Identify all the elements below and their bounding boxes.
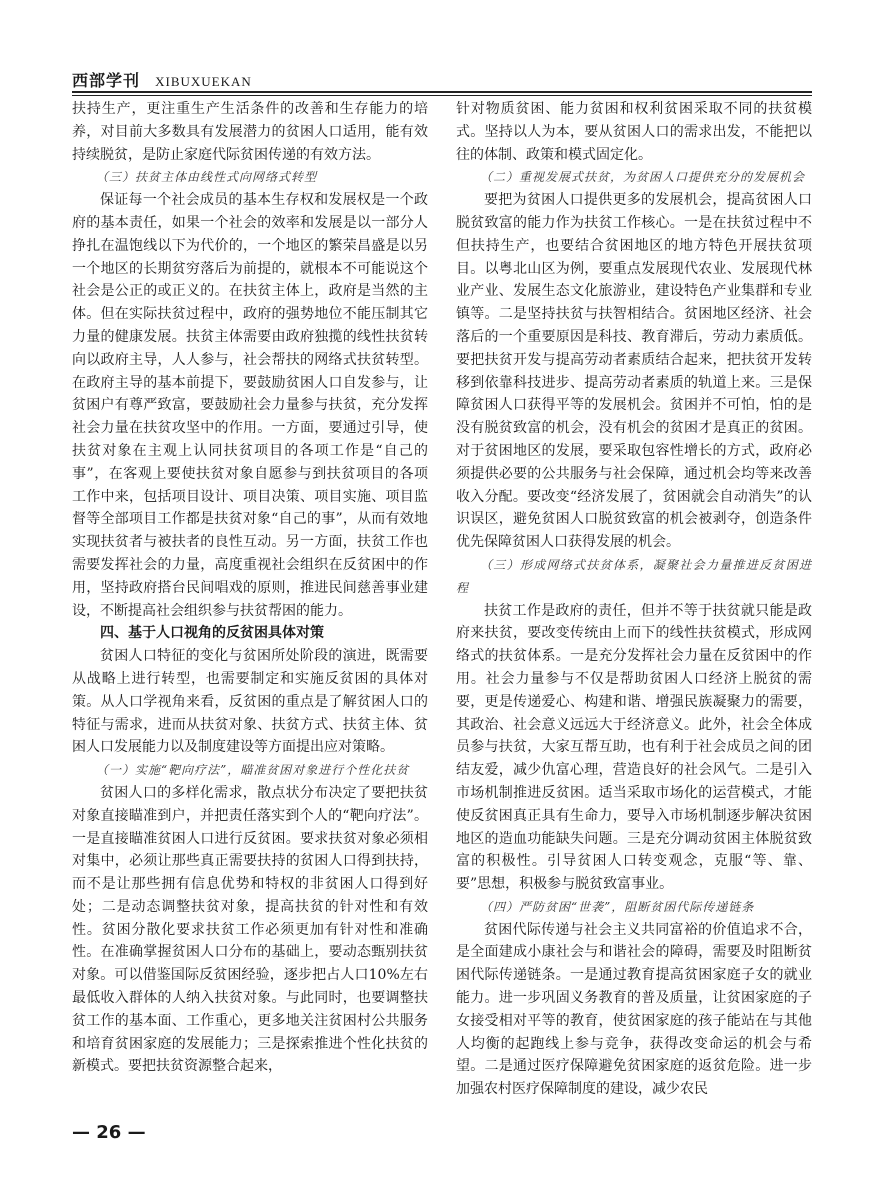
body-paragraph: 贫困人口特征的变化与贫困所处阶段的演进，既需要从战略上进行转型，也需要制定和实施反贫困的具体对策。从人口学视角来看，反贫困的重点是了解贫困人口的特征与需求，进而从扶贫对象、扶贫方式、扶贫主体、贫困人口发展能力以及制度建设等方面提出应对策略。: [72, 648, 428, 756]
subsection-heading: （三）扶贫主体由线性式向网络式转型: [96, 170, 318, 185]
subsection-heading: （三）形成网络式扶贫体系，凝聚社会力量推进反贫困进程: [456, 557, 812, 595]
subsection-heading: （一）实施“靶向疗法”，瞄准贫困对象进行个性化扶贫: [96, 763, 410, 778]
page-number: — 26 —: [72, 1122, 146, 1143]
body-paragraph: 保证每一个社会成员的基本生存权和发展权是一个政府的基本责任，如果一个社会的效率和发展是以一部分人挣扎在温饱线以下为代价的，一个地区的繁荣昌盛是以另一个地区的长期贫穷落后为前提的，就根本不可能说这个社会是公正的或正义的。在扶贫主体上，政府是当然的主体。但在实际扶贫过程中，政府的强势地位不能压制其它力量的健康发展。扶贫主体需要由政府独揽的线性扶贫转向以政府主导，人人参与，社会帮扶的网络式扶贫转型。在政府主导的基本前提下，要鼓励贫困人口自发参与，让贫困户有尊严致富，要鼓励社会力量参与扶贫，充分发挥社会力量在扶贫攻坚中的作用。一方面，要通过引导，使扶贫对象在主观上认同扶贫项目的各项工作是“自己的事”，在客观上要使扶贫对象自愿参与到扶贫项目的各项工作中来，包括项目设计、项目决策、项目实施、项目监督等全部项目工作都是扶贫对象“自己的事”，从而有效地实现扶贫者与被扶者的良性互动。另一方面，扶贫工作也需要发挥社会的力量，高度重视社会组织在反贫困中的作用，坚持政府搭台民间唱戏的原则，推进民间慈善事业建设，不断提高社会组织参与扶贫帮困的能力。: [72, 192, 428, 619]
body-paragraph: 针对物质贫困、能力贫困和权利贫困采取不同的扶贫模式。坚持以人为本，要从贫困人口的需求出发，不能把以往的体制、政策和模式固定化。: [456, 101, 812, 163]
body-paragraph: 贫困代际传递与社会主义共同富裕的价值追求不合，是全面建成小康社会与和谐社会的障碍，需要及时阻断贫困代际传递链条。一是通过教育提高贫困家庭子女的就业能力。进一步巩固义务教育的普及质量，让贫困家庭的子女接受相对平等的教育，使贫困家庭的孩子能站在与其他人均衡的起跑线上参与竞争，获得改变命运的机会与希望。二是通过医疗保障避免贫困家庭的返贫危险。进一步加强农村医疗保障制度的建设，减少农民: [456, 921, 812, 1098]
running-header: [72, 68, 812, 91]
body-paragraph: 扶贫工作是政府的责任，但并不等于扶贫就只能是政府来扶贫，要改变传统由上而下的线性扶贫模式，形成网络式的扶贫体系。一是充分发挥社会力量在反贫困中的作用。社会力量参与不仅是帮助贫困人口经济上脱贫的需要，更是传递爱心、构建和谐、增强民族凝聚力的需要，其政治、社会意义远远大于经济意义。此外，社会全体成员参与扶贫，大家互帮互助，也有利于社会成员之间的团结友爱，减少仇富心理，营造良好的社会风气。二是引入市场机制推进反贫困。适当采取市场化的运营模式，才能使反贫困真正具有生命力，要导入市场机制逐步解决贫困地区的造血功能缺失问题。三是充分调动贫困主体脱贫致富的积极性。引导贫困人口转变观念，克服“等、靠、要”思想，积极参与脱贫致富事业。: [456, 602, 812, 893]
right-column: [456, 98, 812, 1102]
left-column: [72, 98, 428, 1102]
body-paragraph: 贫困人口的多样化需求，散点状分布决定了要把扶贫对象直接瞄准到户，并把责任落实到个人的“靶向疗法”。一是直接瞄准贫困人口进行反贫困。要求扶贫对象必须相对集中，必须让那些真正需要扶持的贫困人口得到扶持，而不是让那些拥有信息优势和特权的非贫困人口得到好处；二是动态调整扶贫对象，提高扶贫的针对性和有效性。贫困分散化要求扶贫工作必须更加有针对性和准确性。在准确掌握贫困人口分布的基础上，要动态甄别扶贫对象。可以借鉴国际反贫困经验，逐步把占人口10%左右最低收入群体的人纳入扶贫对象。与此同时，也要调整扶贫工作的基本面、工作重心，更多地关注贫困村公共服务和培育贫困家庭的发展能力；三是探索推进个性化扶贫的新模式。要把扶贫资源整合起来，: [72, 784, 428, 1075]
body-paragraph: 要把为贫困人口提供更多的发展机会，提高贫困人口脱贫致富的能力作为扶贫工作核心。一是在扶贫过程中不但扶持生产，也要结合贫困地区的地方特色开展扶贫项目。以粤北山区为例，要重点发展现代农业、发展现代林业产业、发展生态文化旅游业，建设特色产业集群和专业镇等。二是坚持扶贫与扶智相结合。贫困地区经济、社会落后的一个重要原因是科技、教育滞后，劳动力素质低。要把扶贫开发与提高劳动者素质结合起来，把扶贫开发转移到依靠科技进步、提高劳动者素质的轨道上来。三是保障贫困人口获得平等的发展机会。贫困并不可怕，怕的是没有脱贫致富的机会，没有机会的贫困才是真正的贫困。对于贫困地区的发展，要采取包容性增长的方式，政府必须提供必要的公共服务与社会保障，通过机会均等来改善收入分配。要改变“经济发展了，贫困就会自动消失”的认识误区，避免贫困人口脱贫致富的机会被剥夺，创造条件优先保障贫困人口获得发展的机会。: [456, 192, 812, 551]
journal-title: 西部学刊: [72, 71, 141, 90]
section-heading: 四、基于人口视角的反贫困具体对策: [100, 625, 324, 642]
subsection-heading: （二）重视发展式扶贫，为贫困人口提供充分的发展机会: [480, 170, 806, 185]
subsection-heading: （四）严防贫困“世袭”，阻断贫困代际传递链条: [480, 899, 755, 914]
journal-pinyin: XIBUXUEKAN: [155, 74, 252, 89]
body-paragraph: 扶持生产，更注重生产生活条件的改善和生存能力的培养，对目前大多数具有发展潜力的贫困人口适用，能有效持续脱贫，是防止家庭代际贫困传递的有效方法。: [72, 101, 428, 163]
header-rule-thick: [72, 91, 812, 93]
header-rule-thin: [72, 95, 812, 96]
